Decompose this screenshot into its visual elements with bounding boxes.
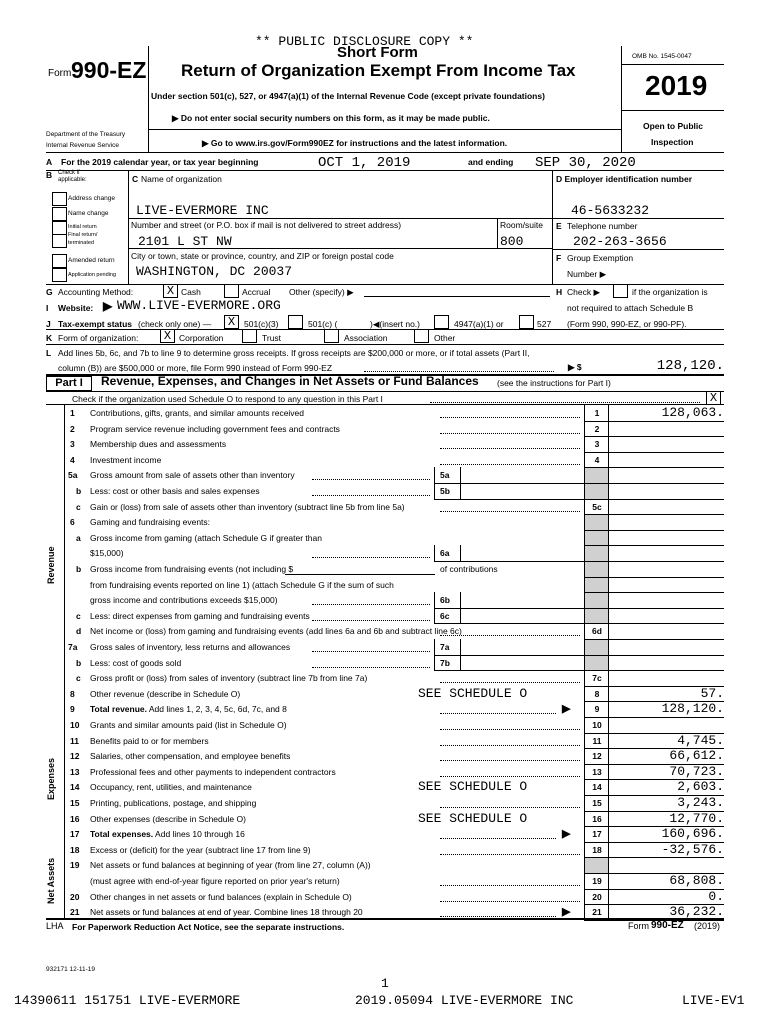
line-description: Gross income from gaming (attach Schedule G if greater than xyxy=(90,532,322,543)
line-number: 2 xyxy=(70,423,75,434)
address-change-label: Address change xyxy=(68,195,115,202)
line-description: Net assets or fund balances at end of year. Combine lines 18 through 20 xyxy=(90,907,363,918)
line-description: Gain or (loss) from sale of assets other than inventory (subtract line 5b from line 5a) xyxy=(90,501,405,512)
part-1-tag: Part I xyxy=(46,376,92,391)
sub-box-6a: 6a xyxy=(440,548,450,559)
other-method-label: Other (specify) ▶ xyxy=(289,287,354,297)
city-value: WASHINGTON, DC 20037 xyxy=(136,264,293,279)
501c-label: 501(c) ( xyxy=(308,319,338,329)
corporation-checkbox[interactable]: X xyxy=(160,329,175,343)
line-number: 18 xyxy=(70,844,80,855)
net-assets-side-label: Net Assets xyxy=(46,857,56,904)
initial-return-checkbox[interactable] xyxy=(52,221,67,235)
box-3: 3 xyxy=(594,439,600,450)
initial-return-label: Initial return xyxy=(68,224,97,230)
line-f-label: F xyxy=(556,253,562,263)
corporation-label: Corporation xyxy=(179,333,224,343)
line-number: 4 xyxy=(70,454,75,465)
sub-box-7b: 7b xyxy=(440,657,450,668)
line-number: 1 xyxy=(70,408,75,418)
box-1: 1 xyxy=(594,408,600,418)
amount-18: -32,576. xyxy=(661,841,724,857)
box-19: 19 xyxy=(592,876,602,886)
tax-exempt-label: Tax-exempt status xyxy=(58,319,133,329)
box-14: 14 xyxy=(592,782,602,793)
line-description: Gaming and fundraising events: xyxy=(90,517,211,528)
line-description: (must agree with end-of-year figure reported on prior year's return) xyxy=(90,876,340,886)
h-text-3: (Form 990, 990-EZ, or 990-PF). xyxy=(567,319,687,329)
schedule-o-reference: SEE SCHEDULE O xyxy=(418,779,528,795)
line-l-arrow: ▶ $ xyxy=(568,362,582,372)
line-number: c xyxy=(76,501,81,512)
501c3-checkbox[interactable]: X xyxy=(224,315,239,329)
ssn-notice: ▶ Do not enter social security numbers on this form, as it may be made public. xyxy=(172,113,490,123)
name-change-label: Name change xyxy=(68,210,109,217)
box-11: 11 xyxy=(592,735,602,746)
line-number: 3 xyxy=(70,439,75,450)
line-number: 15 xyxy=(70,798,80,808)
public-disclosure-banner: ** PUBLIC DISCLOSURE COPY ** xyxy=(255,34,474,49)
schedule-o-reference: SEE SCHEDULE O xyxy=(418,685,528,701)
lha-label: LHA xyxy=(46,921,64,931)
cash-label: Cash xyxy=(181,287,201,297)
sub-box-5b: 5b xyxy=(440,486,450,496)
line-number: 13 xyxy=(70,766,80,777)
line-description: Printing, publications, postage, and shipping xyxy=(90,798,257,808)
expenses-side-label: Expenses xyxy=(46,757,56,800)
line-b-label: B xyxy=(46,170,53,180)
application-pending-label: Application pending xyxy=(68,272,117,278)
line-number: 10 xyxy=(70,720,80,730)
h-text-1: if the organization is xyxy=(632,287,708,297)
association-checkbox[interactable] xyxy=(324,329,339,343)
part-1-title: Revenue, Expenses, and Changes in Net Assets or Fund Balances xyxy=(101,374,479,388)
4947-checkbox[interactable] xyxy=(434,315,449,329)
501c-checkbox[interactable] xyxy=(288,315,303,329)
accounting-method-label: Accounting Method: xyxy=(58,287,134,297)
terminated-label: terminated xyxy=(68,240,94,246)
open-public-1: Open to Public xyxy=(643,121,703,131)
box-13: 13 xyxy=(592,766,602,777)
line-number: 19 xyxy=(70,860,80,871)
line-description: Grants and similar amounts paid (list in Schedule O) xyxy=(90,720,287,730)
group-exemption-caption: Group Exemption xyxy=(567,253,634,263)
box-4: 4 xyxy=(594,454,600,465)
box-6d: 6d xyxy=(592,626,602,637)
line-l-text-1: Add lines 5b, 6c, and 7b to line 9 to determine gross receipts. If gross receipts are $200,000 or more, or if total assets (Part II, xyxy=(58,348,530,358)
line-description: Membership dues and assessments xyxy=(90,439,227,450)
line-number: 14 xyxy=(70,782,80,793)
line-description: Gross amount from sale of assets other than inventory xyxy=(90,470,295,481)
irs-label: Internal Revenue Service xyxy=(46,142,119,149)
schedule-o-checkbox[interactable]: X xyxy=(706,391,721,405)
short-form-label: Short Form xyxy=(337,44,418,61)
amount-17: 160,696. xyxy=(661,826,724,842)
line-description: Program service revenue including government fees and contracts xyxy=(90,423,340,434)
line-number: 11 xyxy=(70,735,79,746)
line-description: Professional fees and other payments to independent contractors xyxy=(90,766,336,777)
line-description: Occupancy, rent, utilities, and maintenance xyxy=(90,782,252,793)
revenue-side-label: Revenue xyxy=(46,546,56,584)
footer-right: LIVE-EV1 xyxy=(682,993,745,1008)
line-description: Investment income xyxy=(90,454,162,465)
line-number: 6 xyxy=(70,517,75,528)
org-name-value: LIVE-EVERMORE INC xyxy=(136,203,269,218)
line-description: Total expenses. Add lines 10 through 16 xyxy=(90,829,245,840)
amended-return-label: Amended return xyxy=(68,257,115,264)
total-arrow: ▶ xyxy=(562,906,571,919)
line-description: Gross income from fundraising events (not including $ xyxy=(90,564,294,574)
line-number: a xyxy=(76,532,81,543)
street-caption: Number and street (or P.O. box if mail is not delivered to street address) xyxy=(131,220,402,230)
amount-15: 3,243. xyxy=(677,795,724,810)
tax-year-end: SEP 30, 2020 xyxy=(535,155,636,171)
address-change-checkbox[interactable] xyxy=(52,192,67,206)
org-name-caption: Name of organization xyxy=(141,174,222,184)
final-return-checkbox[interactable] xyxy=(52,234,67,248)
line-number: 7a xyxy=(68,642,78,652)
amount-20: 0. xyxy=(708,888,724,904)
open-public-2: Inspection xyxy=(651,137,694,147)
footer-left: 14390611 151751 LIVE-EVERMORE xyxy=(14,993,241,1008)
room-value: 800 xyxy=(500,234,524,249)
schedule-o-reference: SEE SCHEDULE O xyxy=(418,810,528,826)
box-16: 16 xyxy=(592,813,602,824)
schedule-o-text: Check if the organization used Schedule O to respond to any question in this Part I xyxy=(72,394,383,404)
line-description: Other revenue (describe in Schedule O) xyxy=(90,688,241,699)
final-return-label: Final return/ xyxy=(68,232,98,238)
line-j-label: J xyxy=(46,319,51,329)
527-label: 527 xyxy=(537,319,552,329)
check-if-label: Check if xyxy=(58,170,80,176)
accrual-checkbox[interactable] xyxy=(224,284,239,298)
line-number: 21 xyxy=(70,907,80,918)
line-number: 8 xyxy=(70,688,75,699)
total-arrow: ▶ xyxy=(562,828,571,841)
trust-checkbox[interactable] xyxy=(242,329,257,343)
line-number: b xyxy=(76,486,82,496)
amount-16: 12,770. xyxy=(669,810,724,826)
line-description: Less: direct expenses from gaming and fundraising events xyxy=(90,610,310,621)
form-ref-year: (2019) xyxy=(694,921,721,931)
line-description: from fundraising events reported on line 1) (attach Schedule G if the sum of such xyxy=(90,579,394,590)
amount-1: 128,063. xyxy=(661,405,724,420)
box-21: 21 xyxy=(592,907,602,918)
box-17: 17 xyxy=(592,829,602,840)
line-description: Less: cost of goods sold xyxy=(90,657,182,668)
form-ref-pre: Form xyxy=(628,921,649,931)
line-c-label: C xyxy=(132,174,139,184)
line-number: 12 xyxy=(70,751,80,762)
line-description: Less: cost or other basis and sales expenses xyxy=(90,486,260,496)
amended-return-checkbox[interactable] xyxy=(52,254,67,268)
line-k-label: K xyxy=(46,333,53,343)
501c3-label: 501(c)(3) xyxy=(244,319,279,329)
form-word: Form xyxy=(48,68,72,79)
line-h-label: H xyxy=(556,287,563,297)
form-of-org-label: Form of organization: xyxy=(58,333,139,343)
cash-checkbox[interactable]: X xyxy=(163,284,178,298)
name-change-checkbox[interactable] xyxy=(52,207,67,221)
applicable-label: applicable: xyxy=(58,177,87,183)
form-number: 990-EZ xyxy=(71,57,147,83)
line-number: b xyxy=(76,657,82,668)
box-15: 15 xyxy=(592,798,602,808)
box-2: 2 xyxy=(594,423,600,434)
room-caption: Room/suite xyxy=(500,220,543,230)
amount-13: 70,723. xyxy=(669,763,724,779)
paperwork-notice: For Paperwork Reduction Act Notice, see the separate instructions. xyxy=(72,922,345,932)
line-number: d xyxy=(76,626,82,637)
line-description: Benefits paid to or for members xyxy=(90,735,209,746)
box-5c: 5c xyxy=(592,501,602,512)
line-number: 5a xyxy=(68,470,78,481)
line-a-label: A xyxy=(46,157,53,167)
schedule-b-checkbox[interactable] xyxy=(613,284,628,298)
website-value: WWW.LIVE-EVERMORE.ORG xyxy=(117,298,281,313)
trust-label: Trust xyxy=(262,333,282,343)
line-description: Total revenue. Add lines 1, 2, 3, 4, 5c, 6d, 7c, and 8 xyxy=(90,704,287,715)
sub-box-6c: 6c xyxy=(440,610,450,621)
other-org-checkbox[interactable] xyxy=(414,329,429,343)
line-description: Contributions, gifts, grants, and similar amounts received xyxy=(90,408,305,418)
and-ending-label: and ending xyxy=(468,157,514,167)
accrual-label: Accrual xyxy=(242,287,271,297)
amount-21: 36,232. xyxy=(669,904,724,920)
line-description: Other expenses (describe in Schedule O) xyxy=(90,813,246,824)
line-l-text-2: column (B)) are $500,000 or more, file Form 990 instead of Form 990-EZ xyxy=(58,363,333,373)
line-description: $15,000) xyxy=(90,548,124,559)
website-label: Website: xyxy=(58,303,94,313)
line-number: 17 xyxy=(70,829,80,840)
footer-mid: 2019.05094 LIVE-EVERMORE INC xyxy=(355,993,574,1008)
4947-label: 4947(a)(1) or xyxy=(454,319,504,329)
gross-receipts-value: 128,120. xyxy=(656,358,724,374)
form-title: Return of Organization Exempt From Income Tax xyxy=(181,61,576,80)
form-code: 932171 12-11-19 xyxy=(46,966,96,973)
tax-year-text: For the 2019 calendar year, or tax year beginning xyxy=(61,157,259,167)
irs-link-notice: ▶ Go to www.irs.gov/Form990EZ for instructions and the latest information. xyxy=(202,138,508,148)
line-description: Net assets or fund balances at beginning of year (from line 27, column (A)) xyxy=(90,860,371,871)
line-number: 9 xyxy=(70,704,75,715)
department-label: Department of the Treasury xyxy=(46,131,126,138)
box-12: 12 xyxy=(592,751,602,762)
association-label: Association xyxy=(344,333,388,343)
line-l-label: L xyxy=(46,348,52,358)
tax-year: 2019 xyxy=(645,70,708,101)
phone-caption: Telephone number xyxy=(567,221,638,231)
website-arrow: ▶ xyxy=(103,299,113,313)
amount-9: 128,120. xyxy=(661,701,724,717)
omb-number: OMB No. 1545-0047 xyxy=(632,53,692,60)
sub-box-5a: 5a xyxy=(440,470,450,481)
line-number: c xyxy=(76,610,81,621)
line-description: Gross profit or (loss) from sales of inventory (subtract line 7b from line 7a) xyxy=(90,673,368,684)
other-org-label: Other xyxy=(434,333,456,343)
total-arrow: ▶ xyxy=(562,703,571,716)
line-description: Salaries, other compensation, and employee benefits xyxy=(90,751,291,762)
amount-19: 68,808. xyxy=(669,873,724,888)
group-exemption-number: Number ▶ xyxy=(567,269,607,279)
line-tail: of contributions xyxy=(440,564,498,574)
line-number: 20 xyxy=(70,891,80,902)
box-9: 9 xyxy=(594,704,600,715)
city-caption: City or town, state or province, country, and ZIP or foreign postal code xyxy=(131,251,394,261)
amount-14: 2,603. xyxy=(677,779,724,795)
page-number: 1 xyxy=(381,976,389,991)
amount-8: 57. xyxy=(700,685,724,701)
application-pending-checkbox[interactable] xyxy=(52,268,67,282)
amount-12: 66,612. xyxy=(669,748,724,764)
box-10: 10 xyxy=(592,720,602,730)
box-18: 18 xyxy=(592,844,602,855)
line-description: Gross sales of inventory, less returns and allowances xyxy=(90,642,291,652)
box-8: 8 xyxy=(594,688,600,699)
line-g-label: G xyxy=(46,287,53,297)
insert-no-label: )◀(insert no.) xyxy=(370,319,420,329)
line-number: c xyxy=(76,673,81,684)
ein-value: 46-5633232 xyxy=(571,203,650,218)
line-description: Other changes in net assets or fund balances (explain in Schedule O) xyxy=(90,891,352,902)
ein-caption: D Employer identification number xyxy=(556,174,693,184)
part-1-note: (see the instructions for Part I) xyxy=(497,378,611,388)
h-check-label: Check ▶ xyxy=(567,287,600,297)
form-ref-num: 990-EZ xyxy=(651,920,684,931)
form-subtitle: Under section 501(c), 527, or 4947(a)(1) of the Internal Revenue Code (except private foundations) xyxy=(151,91,545,101)
line-e-label: E xyxy=(556,221,562,231)
amount-11: 4,745. xyxy=(677,732,724,748)
box-7c: 7c xyxy=(592,673,602,684)
box-20: 20 xyxy=(592,891,602,902)
line-description: gross income and contributions exceeds $15,000) xyxy=(90,595,278,606)
phone-value: 202-263-3656 xyxy=(573,234,667,249)
sub-box-6b: 6b xyxy=(440,595,450,606)
street-value: 2101 L ST NW xyxy=(138,234,232,249)
line-number: 16 xyxy=(70,813,80,824)
line-number: b xyxy=(76,564,82,574)
527-checkbox[interactable] xyxy=(519,315,534,329)
check-only-one: (check only one) — xyxy=(138,319,212,329)
sub-box-7a: 7a xyxy=(440,642,450,652)
line-description: Excess or (deficit) for the year (subtract line 17 from line 9) xyxy=(90,844,311,855)
tax-year-begin: OCT 1, 2019 xyxy=(318,155,411,171)
h-text-2: not required to attach Schedule B xyxy=(567,303,694,313)
line-description: Net income or (loss) from gaming and fundraising events (add lines 6a and 6b and subtract line 6c) xyxy=(90,626,462,637)
line-i-label: I xyxy=(46,303,49,313)
